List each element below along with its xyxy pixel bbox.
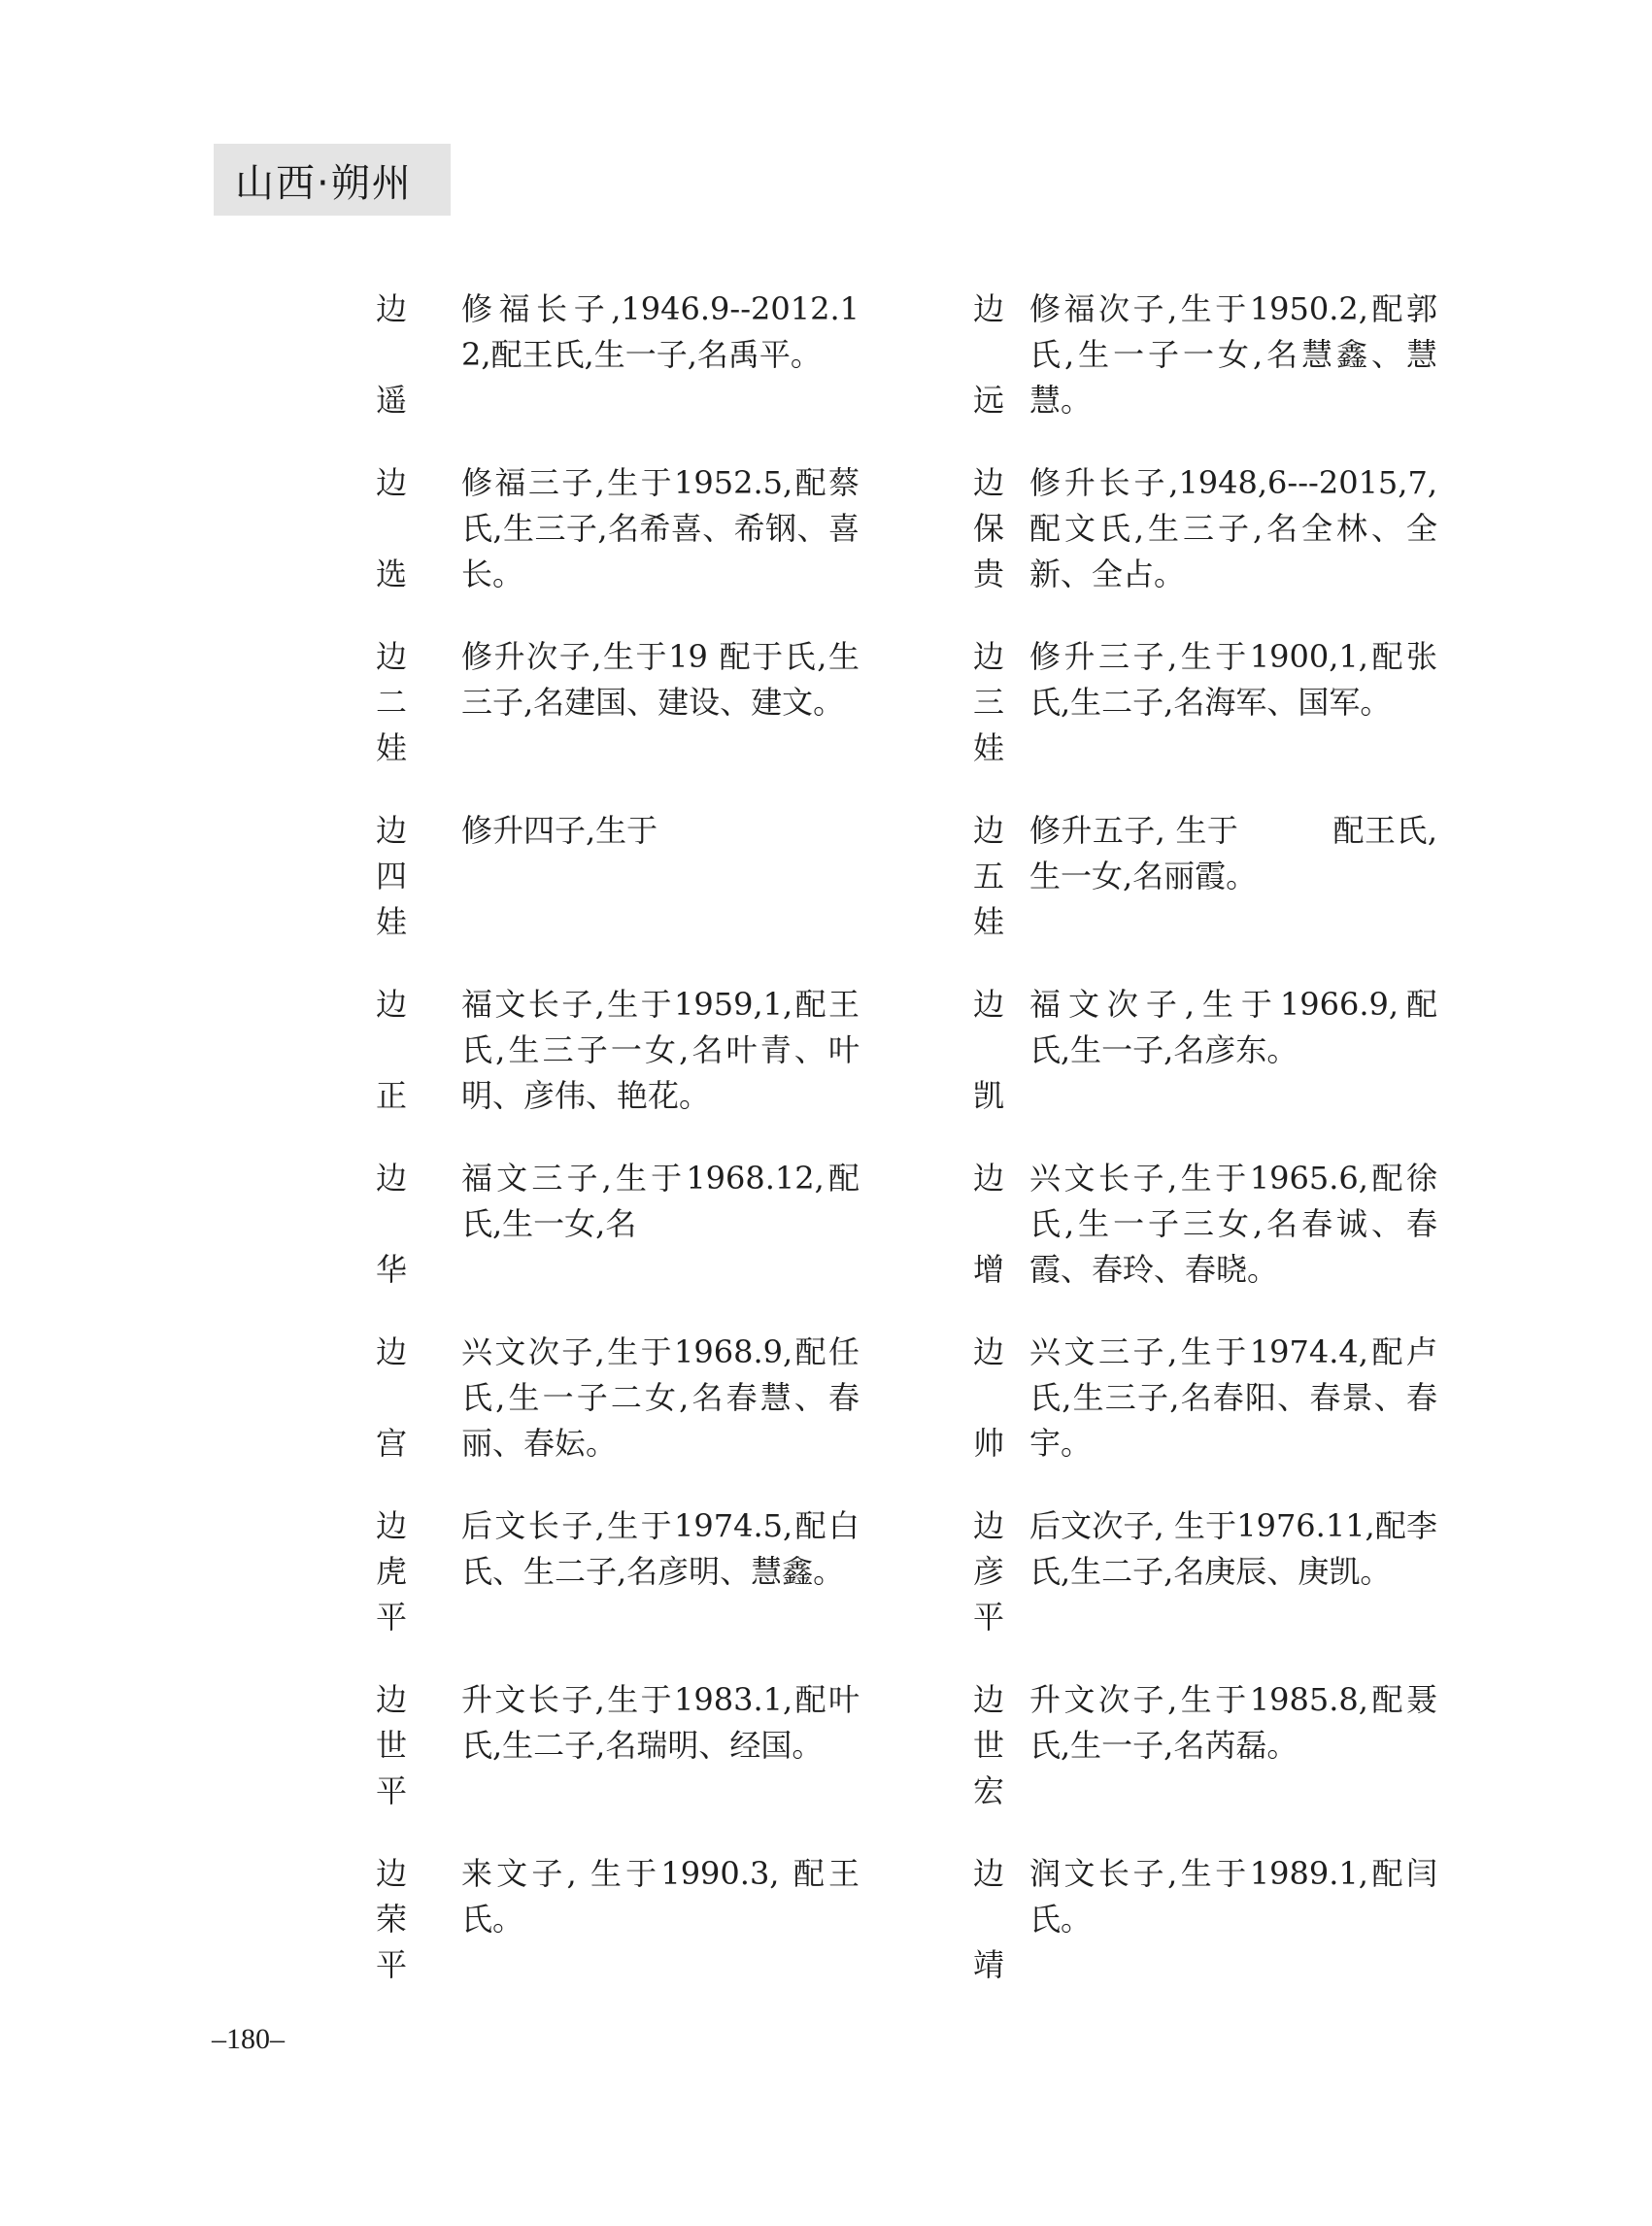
entry-name <box>969 982 1008 1119</box>
entry-name <box>969 1851 1008 1988</box>
name-char: 虎 <box>375 1553 407 1590</box>
page-number: –180– <box>212 2023 285 2055</box>
name-char: 三 <box>972 684 1004 721</box>
name-char: 平 <box>972 1599 1004 1636</box>
entry-description: 兴文三子,生于1974.4,配卢氏,生三子,名春阳、春景、春宇。 <box>1029 1333 1437 1462</box>
name-char: 边 <box>972 1160 1004 1197</box>
name-char: 保 <box>972 510 1004 547</box>
name-char: 荣 <box>375 1901 407 1938</box>
entry-name <box>969 808 1008 945</box>
name-char: 帅 <box>972 1425 1004 1462</box>
entry-name <box>372 460 411 597</box>
entry-description: 修升三子,生于1900,1,配张氏,生二子,名海军、国军。 <box>1029 638 1437 721</box>
name-char: 五 <box>972 858 1004 894</box>
entry-name <box>372 1851 411 1988</box>
name-char: 增 <box>972 1251 1004 1288</box>
name-char: 边 <box>375 1855 407 1892</box>
name-char: 世 <box>375 1727 407 1764</box>
name-char: 贵 <box>972 556 1004 592</box>
name-char: 四 <box>375 858 407 894</box>
name-char: 娃 <box>375 903 407 940</box>
name-char: 选 <box>375 556 407 592</box>
name-char: 边 <box>972 638 1004 675</box>
entry-name <box>372 1156 411 1293</box>
entry-name <box>372 287 411 423</box>
entry-description: 润文长子,生于1989.1,配闫氏。 <box>1029 1855 1437 1938</box>
entry-description: 修升四子,生于 <box>461 812 658 849</box>
name-char: 娃 <box>375 729 407 766</box>
entry-description: 修升次子,生于19 配于氏,生三子,名建国、建设、建文。 <box>461 638 860 721</box>
name-char: 边 <box>972 1333 1004 1370</box>
name-char: 平 <box>375 1772 407 1809</box>
entry-name <box>969 1330 1008 1467</box>
name-char: 彦 <box>972 1553 1004 1590</box>
entry-name <box>969 634 1008 771</box>
name-char: 边 <box>375 1681 407 1718</box>
name-char: 边 <box>972 290 1004 327</box>
entry-description: 升文长子,生于1983.1,配叶氏,生二子,名瑞明、经国。 <box>461 1681 860 1764</box>
entry-name <box>372 1330 411 1467</box>
name-char: 宏 <box>972 1772 1004 1809</box>
entry-description: 兴文次子,生于1968.9,配任氏,生一子二女,名春慧、春丽、春妘。 <box>461 1333 860 1462</box>
entry-name <box>372 1677 411 1814</box>
entry-name <box>969 1503 1008 1640</box>
section-title: 山西·朔州 <box>235 160 413 206</box>
entry-name <box>372 634 411 771</box>
name-char: 边 <box>375 464 407 501</box>
name-char: 边 <box>375 986 407 1023</box>
entry-description: 兴文长子,生于1965.6,配徐氏,生一子三女,名春诚、春霞、春玲、春晓。 <box>1029 1160 1437 1288</box>
name-char: 华 <box>375 1251 407 1288</box>
entry-description: 福文三子,生于1968.12,配 氏,生一女,名 <box>461 1160 892 1242</box>
name-char: 边 <box>375 1507 407 1544</box>
name-char: 凯 <box>972 1077 1004 1114</box>
entry-description: 后文次子, 生于1976.11,配李氏,生二子,名庚辰、庚凯。 <box>1029 1507 1437 1590</box>
entry-description: 升文次子,生于1985.8,配聂氏,生一子,名芮磊。 <box>1029 1681 1437 1764</box>
name-char: 边 <box>972 986 1004 1023</box>
name-char: 边 <box>972 464 1004 501</box>
entry-description: 福文长子,生于1959,1,配王氏,生三子一女,名叶青、叶明、彦伟、艳花。 <box>461 986 860 1114</box>
entry-description: 修升长子,1948,6---2015,7,配文氏,生三子,名全林、全新、全占。 <box>1029 464 1437 592</box>
name-char: 边 <box>972 1507 1004 1544</box>
entry-name <box>969 287 1008 423</box>
name-char: 边 <box>375 1160 407 1197</box>
name-char: 边 <box>375 290 407 327</box>
name-char: 宫 <box>375 1425 407 1462</box>
name-char: 二 <box>375 684 407 721</box>
name-char: 靖 <box>972 1946 1004 1983</box>
entry-name <box>372 1503 411 1640</box>
name-char: 世 <box>972 1727 1004 1764</box>
name-char: 边 <box>375 812 407 849</box>
entry-description: 修升五子, 生于 配王氏,生一女,名丽霞。 <box>1029 812 1437 894</box>
name-char: 边 <box>972 812 1004 849</box>
name-char: 边 <box>972 1855 1004 1892</box>
entry-description: 来文子, 生于1990.3, 配王氏。 <box>461 1855 860 1938</box>
name-char: 边 <box>375 1333 407 1370</box>
entry-description: 修福长子,1946.9--2012.12,配王氏,生一子,名禹平。 <box>461 290 860 373</box>
entry-name <box>969 460 1008 597</box>
section-header-box <box>214 144 451 216</box>
entry-description: 修福次子,生于1950.2,配郭氏,生一子一女,名慧鑫、慧慧。 <box>1029 290 1437 419</box>
name-char: 遥 <box>375 382 407 419</box>
name-char: 娃 <box>972 729 1004 766</box>
entry-description: 后文长子,生于1974.5,配白氏、生二子,名彦明、慧鑫。 <box>461 1507 860 1590</box>
entry-name <box>372 808 411 945</box>
entry-name <box>969 1677 1008 1814</box>
name-char: 边 <box>375 638 407 675</box>
name-char: 正 <box>375 1077 407 1114</box>
name-char: 边 <box>972 1681 1004 1718</box>
name-char: 平 <box>375 1946 407 1983</box>
name-char: 远 <box>972 382 1004 419</box>
entry-description: 修福三子,生于1952.5,配蔡氏,生三子,名希喜、希钢、喜长。 <box>461 464 860 592</box>
name-char: 娃 <box>972 903 1004 940</box>
entry-description: 福文次子,生于1966.9,配 氏,生一子,名彦东。 <box>1029 986 1469 1068</box>
name-char: 平 <box>375 1599 407 1636</box>
entry-name <box>969 1156 1008 1293</box>
entry-name <box>372 982 411 1119</box>
